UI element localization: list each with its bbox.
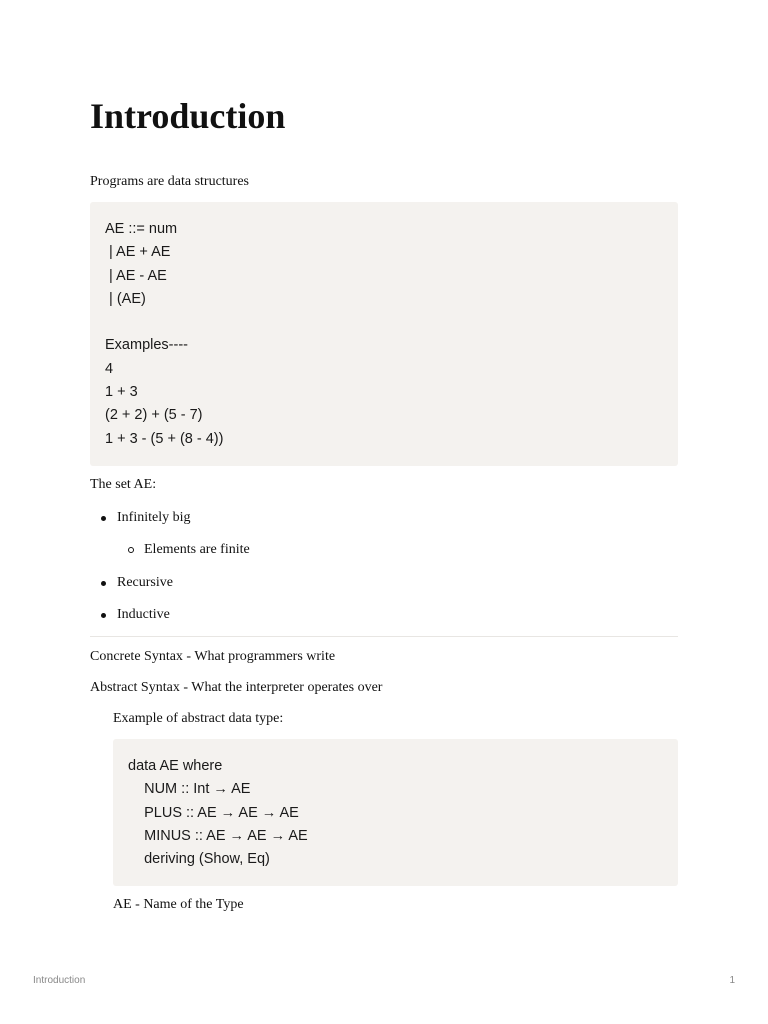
abstract-syntax-paragraph: Abstract Syntax - What the interpreter operates over [90, 680, 383, 695]
bullet-icon [101, 581, 106, 586]
indented-block [113, 709, 678, 915]
divider [90, 636, 678, 637]
sublist-item-elements-finite [90, 540, 678, 560]
document-page [90, 94, 678, 915]
footer-page-number: 1 [729, 975, 735, 986]
ae-name-paragraph: AE - Name of the Type [113, 897, 244, 912]
grammar-code-block: AE ::= num | AE + AE | AE - AE | (AE) Examples---- 4 1 + 3 (2 + 2) + (5 - 7) 1 + 3 - (5 + (8 - 4)) [90, 202, 678, 466]
list-item-text: Recursive [117, 575, 173, 590]
list-item-text: Inductive [117, 607, 170, 622]
bullet-icon [101, 613, 106, 618]
concrete-syntax-paragraph: Concrete Syntax - What programmers write [90, 649, 336, 664]
set-ae-list [90, 508, 678, 625]
data-type-code-block: data AE where NUM :: Int → AE PLUS :: AE → AE → AE MINUS :: AE → AE → AE deriving (Show, Eq) [113, 739, 678, 886]
bullet-icon [101, 516, 106, 521]
list-item-infinitely-big [90, 508, 678, 528]
set-ae-label: The set AE: [90, 477, 157, 492]
list-item-text: Elements are finite [144, 542, 250, 557]
intro-paragraph: Programs are data structures [90, 174, 249, 189]
example-label: Example of abstract data type: [113, 711, 284, 726]
list-item-inductive [90, 605, 678, 625]
list-item-text: Infinitely big [117, 510, 191, 525]
hollow-bullet-icon [128, 547, 134, 553]
footer-section-title: Introduction [33, 975, 86, 986]
list-item-recursive [90, 573, 678, 593]
page-title: Introduction [90, 96, 286, 136]
